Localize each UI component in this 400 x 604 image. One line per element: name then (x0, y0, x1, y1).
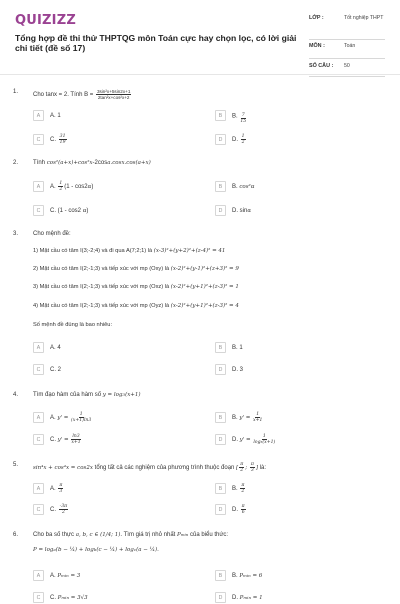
option-b[interactable] (215, 180, 385, 193)
option-text: A. $\frac{\pi}{3}$ (50, 483, 63, 494)
option-b[interactable] (215, 109, 385, 122)
option-text: D. 3 (232, 366, 244, 373)
statement-1: 1) Mặt cầu có tâm I(3;-2;4) và đi qua A(7;2;1) là (x-3)²+(y+2)²+(z-4)² = 41 (33, 248, 226, 254)
question-text: Cho mệnh đề: (33, 231, 71, 237)
question-formula-image: a.cosx.cos(a+x) (107, 160, 151, 166)
question-text-tail: -2cos (92, 160, 108, 166)
option-letter-c: C (33, 134, 44, 145)
option-text: D. Pmin = 1 (232, 594, 263, 601)
option-text: C. $\frac{-3\pi}{2}$ (50, 504, 68, 515)
option-text: C. y' = $\frac{\ln 3}{x+1}$ (50, 434, 81, 445)
option-c[interactable] (33, 133, 199, 146)
question-text-content: Cho ba số thực (33, 532, 75, 538)
meta-row-subject (309, 42, 385, 59)
question-formula-image: sin⁴x + cos⁴x = cos2x (33, 465, 93, 471)
option-text: B. y' = $\frac{1}{x+1}$ (232, 412, 263, 423)
option-letter-c: C (33, 592, 44, 603)
option-text: A. Pmin = 3 (50, 572, 81, 579)
meta-label-subject: MÔN : (309, 43, 325, 49)
option-a[interactable] (33, 482, 199, 495)
option-text: B. Pmin = 6 (232, 572, 263, 579)
option-text: B. $\frac{7}{15}$ (232, 112, 247, 124)
question-number: 3. (13, 231, 19, 237)
option-letter-d: D (215, 364, 226, 375)
question-number: 2. (13, 160, 19, 166)
meta-row-class (309, 14, 385, 40)
meta-value-count: 50 (344, 63, 350, 69)
option-a[interactable] (33, 341, 199, 354)
statement-prompt: Số mệnh đề đúng là bao nhiêu: (33, 322, 113, 328)
header-divider (0, 74, 400, 75)
page-title: Tổng hợp đề thi thử THPTQG môn Toán cực hay chọn lọc, có lời giải chi tiết (đề số 17) (15, 33, 297, 53)
option-text: A. 1 (50, 112, 61, 119)
option-text: C. $\frac{31}{19}$ (50, 134, 66, 145)
question-number: 6. (13, 532, 19, 538)
option-d[interactable] (215, 433, 385, 446)
option-d[interactable] (215, 204, 385, 217)
option-letter-d: D (215, 434, 226, 445)
option-letter-b: B (215, 570, 226, 581)
option-letter-c: C (33, 364, 44, 375)
question-text-tail: là: (259, 465, 267, 471)
question-number: 5. (13, 462, 19, 468)
option-letter-a: A (33, 110, 44, 121)
question-text-tail: của biểu thức: (190, 532, 229, 538)
option-c[interactable] (33, 591, 199, 604)
meta-value-class: Tốt nghiệp THPT (344, 15, 384, 21)
option-letter-a: A (33, 483, 44, 494)
question-text (33, 160, 383, 166)
option-c[interactable] (33, 204, 199, 217)
question-formula-image: cos²(a+x)+cos²x (46, 160, 93, 166)
option-c[interactable] (33, 503, 199, 516)
option-text: C. Pmin = 3√3 (50, 594, 88, 601)
question-text-content: tổng tất cả các nghiệm của phương trình thuộc đoạn (94, 465, 235, 471)
option-letter-b: B (215, 110, 226, 121)
option-text: D. $\frac{1}{2}$ (232, 134, 245, 145)
option-text: A. $\frac{1}{2}$ (1 - cos2α) (50, 181, 94, 192)
option-letter-b: B (215, 483, 226, 494)
option-letter-c: C (33, 205, 44, 216)
option-b[interactable] (215, 569, 385, 582)
question-formula-image: Pmin (177, 532, 189, 538)
question-text-content: Tính (33, 160, 46, 166)
option-text: B. $\frac{\pi}{2}$ (232, 483, 245, 494)
option-letter-a: A (33, 412, 44, 423)
option-d[interactable] (215, 591, 385, 604)
option-text: B. 1 (232, 344, 243, 351)
option-c[interactable] (33, 433, 199, 446)
option-letter-b: B (215, 181, 226, 192)
question-formula-image: [ $\frac{\pi}{2}$ ; $\frac{\pi}{3}$ ] (236, 462, 259, 473)
question-text (33, 462, 383, 473)
option-text: D. sinα (232, 207, 252, 214)
question-formula-image: y = log3(x+1) (102, 392, 141, 398)
question-expression: P = loga(b − ¼) + logb(c − ¼) + logc(a − ¼). (33, 547, 159, 553)
option-letter-d: D (215, 134, 226, 145)
option-d[interactable] (215, 503, 385, 516)
question-formula-image: a, b, c ∈ (1/4; 1) (75, 532, 121, 538)
option-letter-b: B (215, 412, 226, 423)
option-text: A. 4 (50, 344, 61, 351)
question-formula-image: $\frac{\text{3sin²x+5sin2x+1}}{\text{2tan²x+cos²x+2}}$ (96, 89, 131, 100)
option-a[interactable] (33, 180, 199, 193)
statement-3: 3) Mặt cầu có tâm I(2;-1;3) và tiếp xúc với mp (Oxz) là (x-2)²+(y+1)²+(z-3)² = 1 (33, 284, 239, 290)
question-text (33, 392, 383, 398)
option-letter-c: C (33, 504, 44, 515)
meta-label-count: SỐ CÂU : (309, 63, 334, 69)
option-text: A. y' = $\frac{1}{(x+1)\ln 3}$ (50, 412, 92, 423)
option-text: D. $\frac{\pi}{6}$ (232, 504, 245, 515)
question-text (33, 89, 383, 100)
meta-label-class: LỚP : (309, 15, 324, 21)
question-text (33, 532, 383, 538)
option-c[interactable] (33, 363, 199, 376)
option-a[interactable] (33, 569, 199, 582)
option-a[interactable] (33, 411, 199, 424)
question-text-content: Cho tanx = 2. Tính B = (33, 92, 94, 99)
option-text: C. 2 (50, 366, 62, 373)
option-letter-d: D (215, 205, 226, 216)
option-text: D. y' = $\frac{1}{\text{log₃(x+1)}}$ (232, 434, 276, 445)
option-letter-c: C (33, 434, 44, 445)
option-b[interactable] (215, 341, 385, 354)
option-letter-d: D (215, 504, 226, 515)
option-d[interactable] (215, 133, 385, 146)
option-letter-d: D (215, 592, 226, 603)
option-text: C. (1 - cos2 α) (50, 207, 89, 214)
option-d[interactable] (215, 363, 385, 376)
question-number: 4. (13, 392, 19, 398)
option-text: B. cos²α (232, 183, 255, 190)
option-b[interactable] (215, 411, 385, 424)
statement-2: 2) Mặt cầu có tâm I(2;-1;3) và tiếp xúc với mp (Oxy) là (x-2)²+(y-1)²+(z+3)² = 9 (33, 266, 239, 272)
meta-value-subject: Toán (344, 43, 356, 49)
option-letter-a: A (33, 342, 44, 353)
worksheet-meta (309, 14, 385, 77)
question-text-content: Tìm đạo hàm của hàm số (33, 392, 102, 398)
option-letter-a: A (33, 181, 44, 192)
option-a[interactable] (33, 109, 199, 122)
statement-4: 4) Mặt cầu có tâm I(2;-1;3) và tiếp xúc với mp (Oyz) là (x-2)²+(y+1)²+(z-3)² = 4 (33, 303, 239, 309)
question-number: 1. (13, 89, 19, 95)
question-text-tail: . Tìm giá trị nhỏ nhất (120, 532, 176, 538)
option-b[interactable] (215, 482, 385, 495)
option-letter-a: A (33, 570, 44, 581)
option-letter-b: B (215, 342, 226, 353)
quizizz-logo: QUIZIZZ (15, 13, 76, 28)
